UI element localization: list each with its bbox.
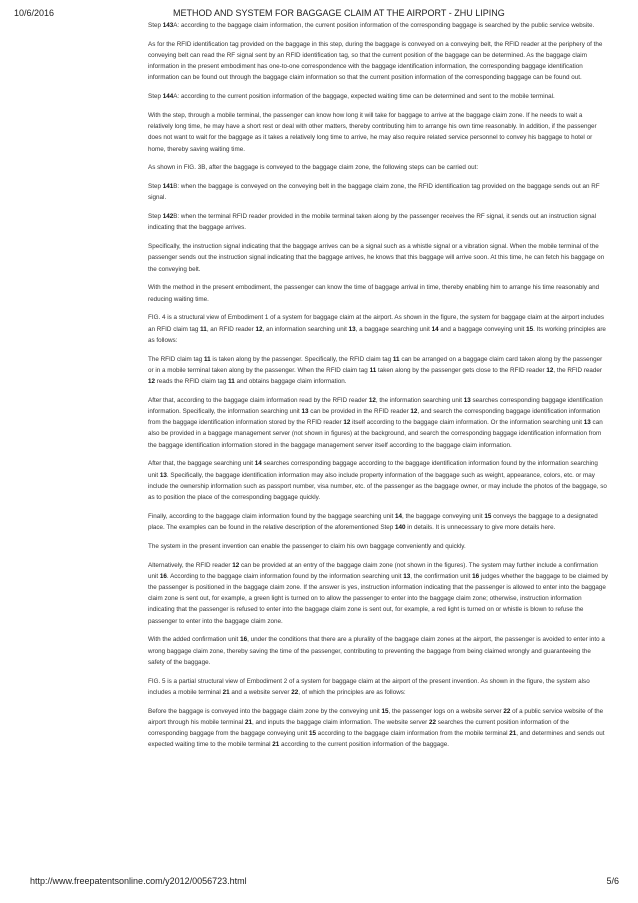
reference-numeral: 11 [392, 355, 400, 363]
text-run: , the information searching unit [375, 396, 464, 404]
text-run: can be arranged on a baggage claim card taken along by the passenger or in a mobile terminal taken along by the passenger. When the RFID claim tag [148, 355, 603, 374]
text-run: After that, according to the baggage claim information read by the RFID reader [148, 396, 369, 404]
text-run: B: when the baggage is conveyed on the conveying belt in the baggage claim zone, the RFID identification tag provided on the baggage sends out an RF signal. [148, 183, 600, 202]
text-run: Before the baggage is conveyed into the baggage claim zone by the conveying unit [148, 707, 382, 715]
reference-numeral: 12 [368, 396, 376, 404]
text-run: , under the conditions that there are a plurality of the baggage claim zones at the airport, the passenger is avoided to enter into a wrong baggage claim zone, thereby saving the time of the passenger, contributing to preventing the baggage from being claimed wrongly and guaranteeing the safety of the baggage. [148, 636, 605, 666]
text-run: With the step, through a mobile terminal, the passenger can know how long it will take for baggage to arrive at the baggage claim zone. If he needs to wait a relatively long time, he may have a short rest or deal with other matters, thereby contributing him to arrange his own time reasonably. In addition, if the passenger does not want to wait for the baggage as it takes a relatively long time to arrive, he may also require related service personnel to convey his baggage to hotel or home, thereby saving waiting time. [148, 112, 597, 153]
text-run: . Specifically, the baggage identification information may also include property information of the baggage such as weight, appearance, colors, etc. or may include the ownership information such as passport number, visa number, etc. of the passenger as the baggage owner, or may include the photos of the baggage, so as to position the place of the corresponding baggage quickly. [148, 471, 607, 502]
text-run: The RFID claim tag [148, 355, 204, 363]
reference-numeral: 15 [381, 707, 389, 715]
reference-numeral: 13 [463, 396, 471, 404]
paragraph [148, 241, 608, 275]
reference-numeral: 143 [162, 22, 174, 29]
text-run: , the baggage conveying unit [402, 512, 485, 520]
paragraph [148, 110, 608, 155]
reference-numeral: 22 [428, 718, 436, 726]
text-run: , and determines and sends out expected waiting time to the mobile terminal [148, 730, 605, 749]
page-footer [0, 876, 638, 890]
reference-numeral: 15 [484, 512, 492, 520]
reference-numeral: 11 [204, 355, 211, 363]
text-run: As shown in FIG. 3B, after the baggage is conveyed to the baggage claim zone, the following steps can be carried out: [148, 164, 479, 172]
text-run: , of which the principles are as follows: [298, 688, 406, 696]
text-run: A: according to the baggage claim information, the current position information of the corresponding baggage is searched by the public service website. [173, 22, 595, 29]
page-number: 5/6 [606, 876, 619, 886]
text-run: of a public service website of the airport through his mobile terminal [148, 707, 604, 726]
paragraph [148, 395, 608, 451]
reference-numeral: 22 [503, 707, 511, 715]
text-run: The system in the present invention can enable the passenger to claim his own baggage conveniently and quickly. [148, 542, 466, 550]
text-run: B: when the terminal RFID reader provided in the mobile terminal taken along by the passenger receives the RF signal, it sends out an instruction signal indicating that the baggage arrives. [148, 213, 597, 232]
text-run: As for the RFID identification tag provided on the baggage in this step, during the baggage is conveyed on a conveying belt, the RFID reader at the periphery of the conveying belt can read the RF signal sent by an RFID identification tag, so that the current position of the baggage can be determined. As the baggage claim information in the present embodiment has one-to-one correspondence with the baggage identification information, the corresponding baggage identification information can be found out through the baggage claim information so that the current position information of the corresponding baggage can be found out. [148, 40, 603, 82]
text-run: and a baggage conveying unit [438, 325, 527, 333]
reference-numeral: 14 [395, 512, 403, 520]
paragraph [148, 282, 608, 304]
text-run: and obtains baggage claim information. [234, 378, 347, 386]
text-run: After that, the baggage searching unit [148, 460, 255, 468]
text-run: , and inputs the baggage claim information. The website server [251, 718, 429, 726]
text-run: can be provided at an entry of the baggage claim zone (not shown in the figures). The system may further include a confirmation unit [148, 561, 598, 580]
reference-numeral: 12 [410, 408, 418, 416]
text-run: Specifically, the instruction signal indicating that the baggage arrives can be a signal such as a whistle signal or a vibration signal. When the mobile terminal of the passenger sends out the instruction signal indicating that the baggage arrives, he knows that this baggage will arrive soon. At this time, he can fetch his baggage on the conveying belt. [148, 243, 605, 273]
text-run: and a website server [229, 688, 292, 696]
reference-numeral: 13 [159, 471, 167, 479]
text-run: , an information searching unit [262, 325, 349, 333]
paragraph [148, 676, 608, 698]
text-run: Step [148, 22, 163, 29]
paragraph [148, 20, 608, 31]
text-run: . Its working principles are as follows: [148, 325, 606, 344]
reference-numeral: 141 [162, 183, 174, 191]
text-run: Alternatively, the RFID reader [148, 561, 233, 569]
reference-numeral: 144 [162, 93, 174, 101]
text-run: according to the baggage claim information from the mobile terminal [316, 730, 510, 738]
reference-numeral: 16 [159, 572, 167, 580]
document-title: METHOD AND SYSTEM FOR BAGGAGE CLAIM AT THE AIRPORT - ZHU LIPING [173, 8, 505, 18]
text-run: can be provided in the RFID reader [308, 408, 411, 416]
reference-numeral: 11 [228, 378, 235, 386]
text-run: taken along by the passenger gets close to the RFID reader [376, 366, 547, 374]
reference-numeral: 12 [232, 561, 240, 569]
reference-numeral: 13 [583, 419, 591, 427]
text-run: Step [148, 93, 163, 101]
reference-numeral: 16 [240, 636, 248, 644]
reference-numeral: 12 [343, 419, 351, 427]
text-run: FIG. 5 is a partial structural view of Embodiment 2 of a system for baggage claim at the airport of the present invention. As shown in the figure, the system also includes a mobile terminal [148, 677, 590, 696]
paragraph [148, 162, 608, 173]
reference-numeral: 13 [301, 408, 309, 416]
paragraph [148, 181, 608, 203]
paragraph [148, 511, 608, 533]
paragraph [148, 354, 608, 388]
text-run: A: according to the current position information of the baggage, expected waiting time can be determined and sent to the mobile terminal. [173, 93, 555, 101]
text-run: is taken along by the passenger. Specifically, the RFID claim tag [210, 355, 393, 363]
paragraph [148, 458, 608, 503]
paragraph [148, 39, 608, 84]
text-run: , the RFID reader [553, 366, 603, 374]
text-run: itself according to the baggage claim information. Or the information searching unit [350, 419, 584, 427]
reference-numeral: 13 [403, 572, 411, 580]
reference-numeral: 15 [526, 325, 534, 333]
patent-description-body [148, 20, 608, 758]
reference-numeral: 21 [272, 741, 280, 749]
text-run: Step [148, 183, 163, 191]
reference-numeral: 12 [148, 378, 156, 386]
paragraph [148, 211, 608, 233]
reference-numeral: 11 [369, 366, 377, 374]
text-run: . According to the baggage claim information found by the information searching unit [166, 572, 404, 580]
text-run: , a baggage searching unit [355, 325, 432, 333]
reference-numeral: 142 [162, 213, 174, 221]
reference-numeral: 21 [244, 718, 252, 726]
text-run: With the method in the present embodiment, the passenger can know the time of baggage arrival in time, thereby enabling him to arrange his time reasonably and reducing waiting time. [148, 284, 600, 303]
text-run: FIG. 4 is a structural view of Embodiment 1 of a system for baggage claim at the airport. As shown in the figure, the system for baggage claim at the airport includes an RFID claim tag [148, 314, 605, 333]
print-date: 10/6/2016 [14, 8, 55, 18]
text-run: , the confirmation unit [410, 572, 473, 580]
reference-numeral: 21 [222, 688, 230, 696]
text-run: judges whether the baggage to be claimed by the passenger is positioned in the baggage claim zone. If the answer is yes, instruction information indicating that the passenger is allowed to enter into the baggage claim zone is sent out, for example, a green light is turned on to allow the passenger to enter into the baggage claim zone; otherwise, instruction information indicating that the passenger is refused to enter into the baggage claim zone is sent out, for example, a red light is turned on or whistle is blown to refuse the passenger to enter into the baggage claim zone. [148, 572, 609, 625]
reference-numeral: 13 [348, 325, 356, 333]
reference-numeral: 16 [472, 572, 480, 580]
text-run: reads the RFID claim tag [155, 378, 229, 386]
text-run: searches the current position information of the corresponding baggage from the baggage conveying unit [148, 718, 569, 738]
reference-numeral: 14 [254, 460, 262, 468]
text-run: , an RFID reader [206, 325, 256, 333]
reference-numeral: 14 [431, 325, 439, 333]
text-run: With the added confirmation unit [148, 636, 241, 644]
text-run: can also be provided in a baggage management server (not shown in figures) at the background, and search the corresponding baggage identification information from the baggage identification information stored in the baggage management server itself according to the baggage claim information. [148, 419, 603, 449]
text-run: searches corresponding baggage according to the baggage identification information found by the information searching unit [148, 460, 598, 479]
text-run: Finally, according to the baggage claim information found by the baggage searching unit [148, 512, 396, 520]
reference-numeral: 12 [255, 325, 263, 333]
text-run: according to the current position information of the baggage. [279, 741, 450, 749]
source-url: http://www.freepatentsonline.com/y2012/0056723.html [30, 876, 247, 886]
reference-numeral: 11 [200, 325, 207, 333]
text-run: , the passenger logs on a website server [388, 707, 504, 715]
paragraph [148, 541, 608, 552]
paragraph [148, 560, 608, 627]
text-run: in details. It is unnecessary to give more details here. [405, 524, 556, 532]
text-run: conveys the baggage to a designated place. The examples can be found in the relative description of the aforementioned Step [148, 512, 598, 532]
reference-numeral: 22 [291, 688, 299, 696]
reference-numeral: 15 [309, 730, 317, 738]
text-run: searches corresponding baggage identification information. Specifically, the information searching unit [148, 396, 603, 416]
paragraph [148, 706, 608, 751]
paragraph [148, 91, 608, 102]
reference-numeral: 140 [395, 524, 406, 532]
reference-numeral: 21 [509, 730, 517, 738]
text-run: Step [148, 213, 163, 221]
paragraph [148, 312, 608, 346]
text-run: , and search the corresponding baggage identification information from the baggage identification information stored by the RFID reader [148, 408, 601, 427]
reference-numeral: 12 [546, 366, 554, 374]
paragraph [148, 634, 608, 668]
